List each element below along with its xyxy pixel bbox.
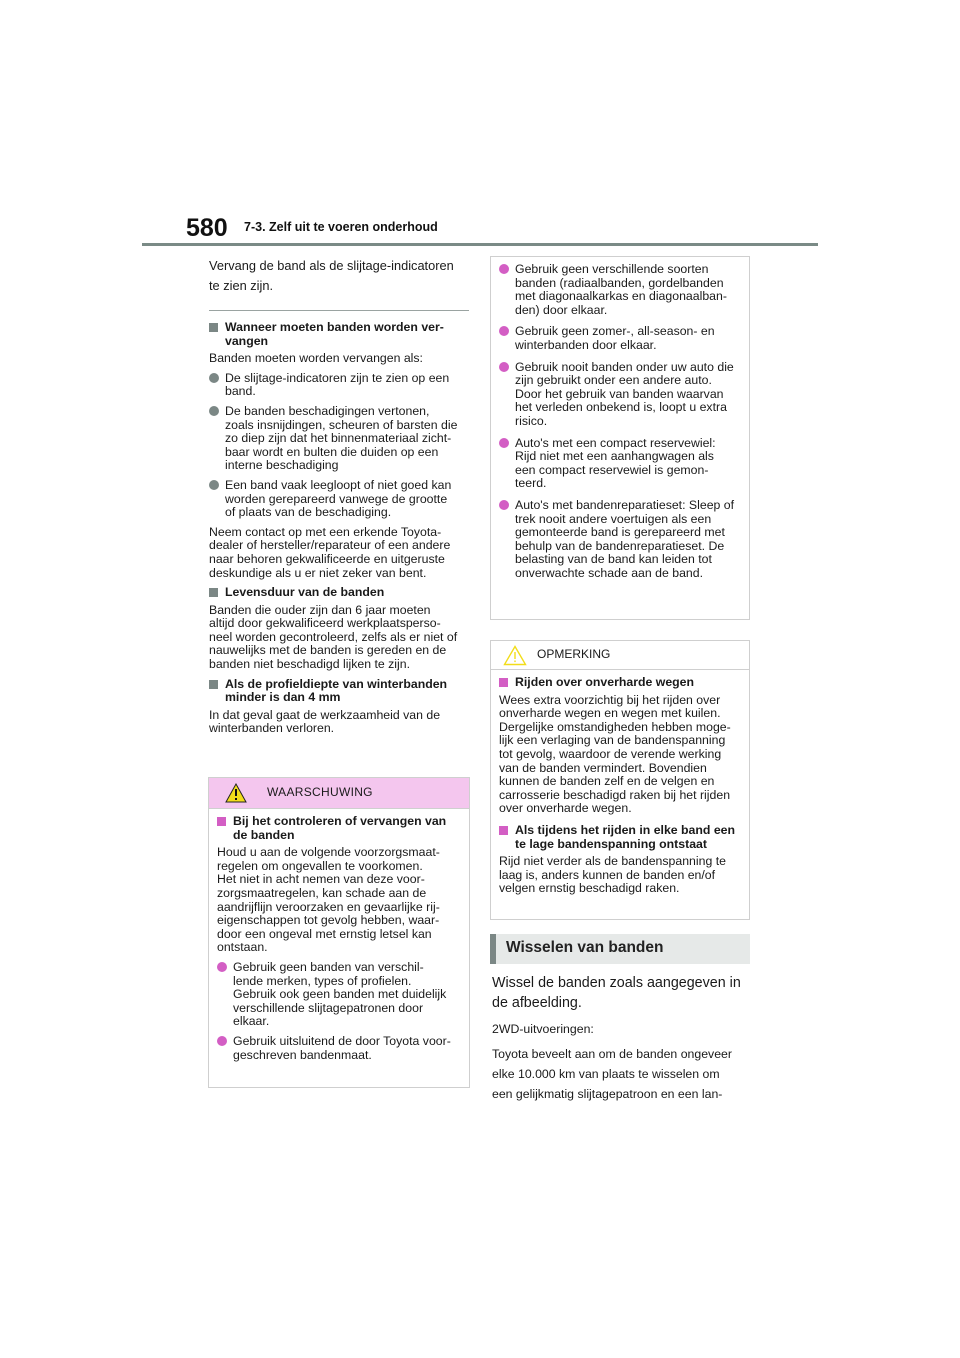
note-heading: Als tijdens het rijden in elke band een te lage bandenspanning ontstaat	[499, 824, 743, 851]
caution-triangle-icon	[503, 645, 527, 670]
heading-winter-tread: Als de profieldiepte van winterbanden minder is dan 4 mm	[209, 678, 469, 705]
warning-list-item: Gebruik geen verschillende soorten banden (radiaalbanden, gordelbanden met diagonaalkarkas en diagonaalban- den) door elkaar.	[499, 263, 743, 317]
list-item: De slijtage-indicatoren zijn te zien op een band.	[209, 372, 469, 399]
note-paragraph: Rijd niet verder als de bandenspanning te laag is, anders kunnen de banden en/of velgen ernstig beschadigd raken.	[499, 854, 726, 896]
rotation-paragraph: Toyota beveelt aan om de banden ongeveer elke 10.000 km van plaats te wisselen om een gelijkmatig slijtagepatroon en een lan-	[492, 1047, 732, 1101]
rotation-lead: Wissel de banden zoals aangegeven in de afbeelding.	[492, 975, 741, 1011]
page-number: 580	[186, 214, 228, 242]
note-paragraph: Wees extra voorzichtig bij het rijden over onverharde wegen en wegen met kuilen. Dergelijke omstandigheden hebben moge- lijk een verlaging van de bandenspanning tot gevolg, waardoor de verende werking van de banden vermindert. Bovendien kunnen de banden zelf en de velgen en carrosserie beschadigd raken bij het rijden over onverharde wegen.	[499, 692, 731, 816]
warning-list-item: Gebruik nooit banden onder uw auto die zijn gebruikt onder een andere auto. Door het gebruik van banden waarvan het verleden onbekend is, loopt u extra risico.	[499, 361, 743, 429]
list-item: De banden beschadigingen vertonen, zoals insnijdingen, scheuren of barsten die zo diep zijn dat het binnenmateriaal zicht- baar wordt en bulten die duiden op een interne beschadiging	[209, 405, 469, 473]
warning-paragraph: Houd u aan de volgende voorzorgsmaat- regelen om ongevallen te voorkomen. Het niet in acht nemen van deze voor- zorgsmaatregelen, kan schade aan de aandrijflijn veroorzaken en gevaarlijke rij- eigenschappen tot gevolg hebben, waar- door een ongeval met ernstig letsel kan ontstaan.	[217, 845, 440, 955]
warning-box-continued	[490, 256, 750, 620]
section-title: 7-3. Zelf uit te voeren onderhoud	[244, 220, 438, 234]
warning-label: WAARSCHUWING	[267, 785, 373, 799]
warning-list-item: Gebruik geen zomer-, all-season- en winterbanden door elkaar.	[499, 325, 743, 352]
warning-header	[209, 778, 469, 809]
heading-replace-when: Wanneer moeten banden worden ver- vangen	[209, 321, 469, 348]
note-box	[490, 640, 750, 920]
left-column	[209, 256, 469, 742]
intro-paragraph: Vervang de band als de slijtage-indicatoren te zien zijn.	[209, 258, 454, 293]
list-item: Een band vaak leegloopt of niet goed kan worden gerepareerd vanwege de grootte of plaats van de beschadiging.	[209, 479, 469, 520]
section-heading: Wisselen van banden	[506, 939, 664, 956]
rotation-subheading: 2WD-uitvoeringen:	[492, 1022, 594, 1036]
warning-box	[208, 777, 470, 1088]
warning-list-item: Gebruik geen banden van verschil- lende merken, types of profielen. Gebruik ook geen banden met duidelijk verschillende slijtagepatronen door elkaar.	[217, 961, 463, 1029]
warning-list-item: Auto's met bandenreparatieset: Sleep of trek nooit andere voertuigen als een gemonteerde band is gerepareerd met behulp van de bandenreparatieset. De belasting van de band kan leiden tot onverwachte schade aan de band.	[499, 499, 743, 581]
paragraph: Banden die ouder zijn dan 6 jaar moeten altijd door gekwalificeerd werkplaatsperso- neel worden gecontroleerd, zelfs als er niet of nauwelijks met de banden is gereden en de banden niet beschadigd lijken te zijn.	[209, 602, 458, 672]
section-banner	[490, 934, 750, 964]
paragraph: Neem contact op met een erkende Toyota- dealer of hersteller/reparateur of een andere naar behoren gekwalificeerde en uitgeruste deskundige als u er niet zeker van bent.	[209, 524, 451, 580]
heading-tire-lifetime: Levensduur van de banden	[209, 586, 469, 600]
warning-heading: Bij het controleren of vervangen van de banden	[217, 815, 463, 842]
paragraph: In dat geval gaat de werkzaamheid van de winterbanden verloren.	[209, 707, 441, 736]
header-rule	[142, 243, 818, 246]
warning-list-item: Auto's met een compact reservewiel: Rijd niet met een aanhangwagen als een compact reservewiel is gemon- teerd.	[499, 437, 743, 491]
note-label: OPMERKING	[537, 647, 611, 661]
note-header	[491, 641, 749, 670]
note-heading: Rijden over onverharde wegen	[499, 676, 743, 690]
divider	[209, 310, 469, 311]
warning-triangle-icon	[225, 783, 247, 807]
paragraph: Banden moeten worden vervangen als:	[209, 351, 423, 366]
warning-list-item: Gebruik uitsluitend de door Toyota voor- geschreven bandenmaat.	[217, 1035, 463, 1062]
